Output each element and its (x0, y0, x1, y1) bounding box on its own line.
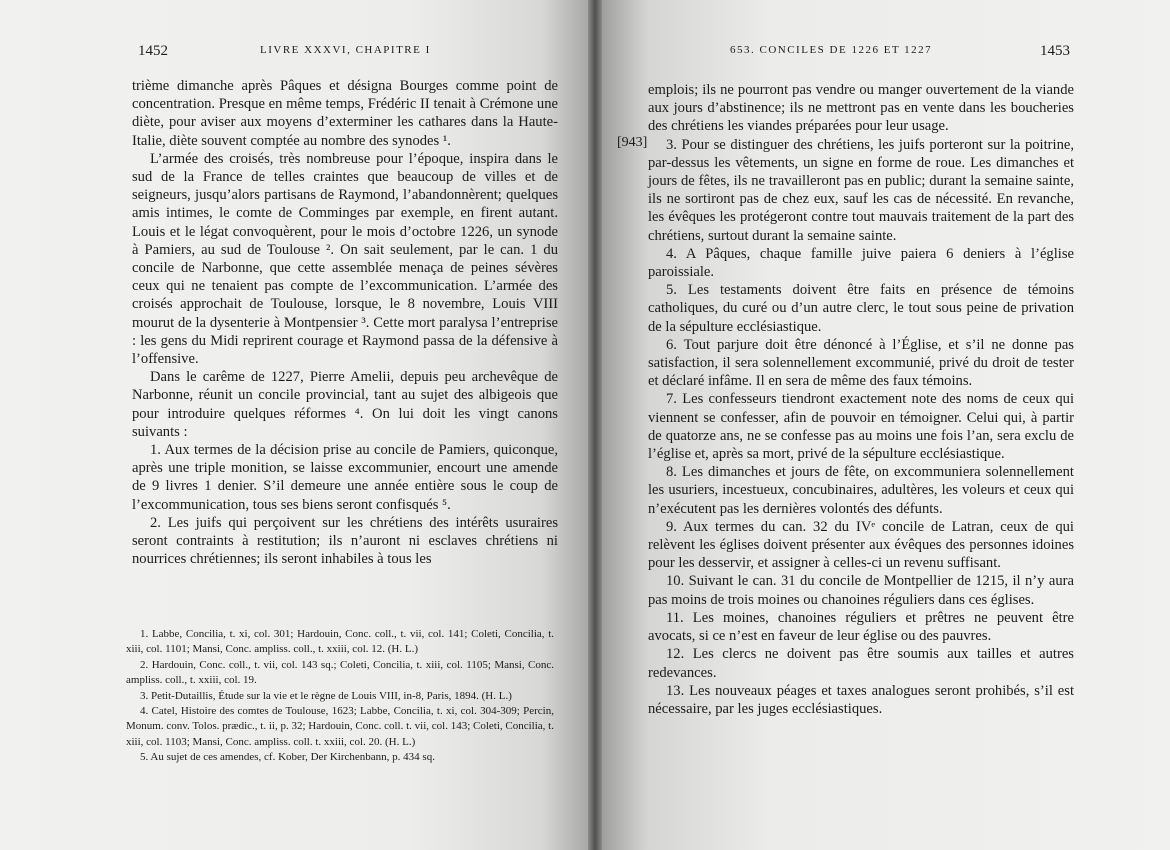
book-gutter (588, 0, 602, 850)
right-paragraph: 10. Suivant le can. 31 du concile de Montpellier de 1215, il n’y aura pas moins de trois moines ou chanoines réguliers dans ces églises. (648, 573, 1074, 608)
margin-reference: [943] (617, 135, 648, 150)
footnote: 2. Hardouin, Conc. coll., t. vii, col. 143 sq.; Coleti, Concilia, t. xiii, col. 1105; Mansi, Conc. ampliss. coll., t. xxiii, col. 19. (126, 658, 554, 687)
left-paragraph: Dans le carême de 1227, Pierre Amelii, depuis peu archevêque de Narbonne, réunit un concile provincial, tant au sujet des albigeois que pour introduire quelques réformes ⁴. On lui doit les vingt canons suivants : (132, 369, 558, 440)
left-page-number: 1452 (138, 43, 168, 59)
right-page (602, 0, 1170, 850)
right-paragraph: 8. Les dimanches et jours de fête, on excommuniera solennellement les usuriers, incestueux, concubinaires, adultères, les voleurs et ceux qui n’exécutent pas les dernières volontés des défunts. (648, 464, 1074, 517)
left-footnotes (126, 627, 554, 766)
left-running-head: LIVRE XXXVI, CHAPITRE I (260, 44, 431, 56)
right-paragraph: 13. Les nouveaux péages et taxes analogues seront prohibés, s’il est nécessaire, par les juges ecclésiastiques. (648, 682, 1074, 717)
right-body-text (648, 81, 1074, 718)
right-paragraph: 3. Pour se distinguer des chrétiens, les juifs porteront sur la poitrine, par-dessus les vêtements, un signe en forme de roue. Les dimanches et jours de fêtes, ils ne travailleront pas en public; durant la semaine sainte, ils ne sortiront pas de chez eux, sauf les cas de nécessité. En revanche, les évêques les protégeront contre tout mauvais traitement de la part des chrétiens, surtout durant la semaine sainte. (648, 136, 1074, 244)
right-running-head: 653. CONCILES DE 1226 ET 1227 (730, 44, 933, 56)
left-paragraph: L’armée des croisés, très nombreuse pour l’époque, inspira dans le sud de la France de telles craintes que beaucoup de villes et de seigneurs, jusqu’alors partisans de Raymond, l’abandonnèrent; quelques amis intimes, le comte de Comminges par exemple, en firent autant. Louis et le légat convoquèrent, pour le mois d’octobre 1226, un synode à Pamiers, au sud de Toulouse ². On sait seulement, par le can. 1 du concile de Narbonne, que cette assemblée menaça de peines sévères ceux qui ne tenaient pas compte de l’excommunication. L’armée des croisés approchait de Toulouse, lorsque, le 8 novembre, Louis VIII mourut de la dysenterie à Montpensier ³. Cette mort paralysa l’entreprise : les gens du Midi reprirent courage et Raymond passa de la défensive à l’offensive. (132, 150, 558, 368)
footnote: 4. Catel, Histoire des comtes de Toulouse, 1623; Labbe, Concilia, t. xi, col. 304-309; Percin, Monum. conv. Tolos. prædic., t. ii, p. 32; Hardouin, Conc. coll. t. vii, col. 143; Coleti, Concilia, t. xiii, col. 1103; Mansi, Conc. ampliss. coll. t. xxiii, col. 20. (H. L.) (126, 705, 554, 748)
right-paragraph: 9. Aux termes du can. 32 du IVᵉ concile de Latran, ceux de qui relèvent les églises doivent présenter aux évêques des personnes idoines pour les desservir, et assigner à celles-ci un revenu suffisant. (648, 518, 1074, 572)
left-paragraph: 2. Les juifs qui perçoivent sur les chrétiens des intérêts usuraires seront contraints à restitution; ils n’auront ni esclaves chrétiens ni nourrices chrétiennes; ils seront inhabiles à tous les (132, 514, 558, 568)
footnote: 1. Labbe, Concilia, t. xi, col. 301; Hardouin, Conc. coll., t. vii, col. 141; Coleti, Concilia, t. xiii, col. 1101; Mansi, Conc. ampliss. coll., t. xxiii, col. 12. (H. L.) (126, 628, 554, 656)
left-paragraph: trième dimanche après Pâques et désigna Bourges comme point de concentration. Presque en même temps, Frédéric II tenait à Crémone une diète, pour aviser aux moyens d’exterminer les cathares dans la Haute-Italie, diète souvent comptée au nombre des synodes ¹. (132, 78, 558, 149)
left-paragraph: 1. Aux termes de la décision prise au concile de Pamiers, quiconque, après une triple monition, se laisse excommunier, encourt une amende de 9 livres 1 denier. S’il demeure une année entière sous le coup de l’excommunication, tous ses biens seront confisqués ⁵. (132, 442, 558, 513)
right-paragraph: 4. A Pâques, chaque famille juive paiera 6 deniers à l’église paroissiale. (648, 245, 1074, 281)
right-paragraph: 5. Les testaments doivent être faits en présence de témoins catholiques, du curé ou d’un autre clerc, le tout sous peine de privation de la sépulture ecclésiastique. (648, 282, 1074, 335)
right-paragraph: 12. Les clercs ne doivent pas être soumis aux tailles et autres redevances. (648, 646, 1074, 681)
footnote: 5. Au sujet de ces amendes, cf. Kober, Der Kirchenbann, p. 434 sq. (140, 751, 435, 764)
right-page-number: 1453 (1040, 43, 1070, 59)
right-paragraph: 6. Tout parjure doit être dénoncé à l’Église, et s’il ne donne pas satisfaction, il sera solennellement excommunié, privé du droit de tester et déclaré infâme. Il en sera de même des faux témoins. (648, 336, 1074, 390)
right-paragraph: 11. Les moines, chanoines réguliers et prêtres ne peuvent être avocats, si ce n’est en faveur de leur église ou des pauvres. (648, 609, 1074, 645)
right-paragraph: emplois; ils ne pourront pas vendre ou manger ouvertement de la viande aux jours d’abstinence; ils ne mettront pas en vente dans les boucheries des chrétiens les viandes préparées pour leur usage. (648, 82, 1074, 135)
left-body-text (132, 77, 558, 568)
footnote: 3. Petit-Dutaillis, Étude sur la vie et le règne de Louis VIII, in-8, Paris, 1894. (H. L.) (140, 689, 512, 702)
right-paragraph: 7. Les confesseurs tiendront exactement note des noms de ceux qui viennent se confesser, afin de pouvoir en témoigner. Celui qui, à partir de quatorze ans, ne se confesse pas au moins une fois l’an, sera exclu de l’église et, après sa mort, privé de la sépulture ecclésiastique. (648, 391, 1074, 463)
